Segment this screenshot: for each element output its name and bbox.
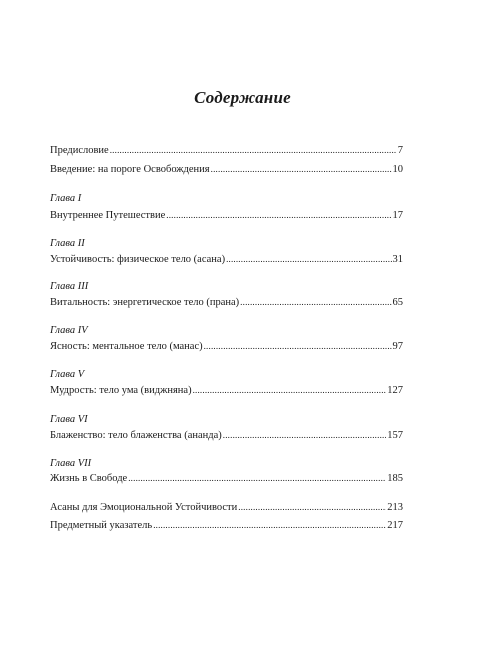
toc-entry-label: Жизнь в Свободе [50,473,128,484]
toc-entry-page: 10 [392,164,403,175]
toc-leader-dots [238,501,386,513]
toc-entry-page: 213 [387,502,403,513]
toc-entry-label: Витальность: энергетическое тело (прана) [50,297,240,308]
toc-leader-dots [226,253,391,265]
toc-entry-label: Устойчивость: физическое тело (асана) [50,254,226,265]
toc-entry-page: 185 [387,473,403,484]
toc-chapter-heading: Глава VI [50,414,88,425]
toc-leader-dots [128,472,386,484]
toc-entry-label: Введение: на пороге Освобождения [50,164,210,175]
toc-entry-page: 157 [387,430,403,441]
toc-leader-dots [110,144,397,156]
toc-leader-dots [193,384,387,396]
toc-entry-chapter-2 [50,253,403,266]
toc-chapter-heading: Глава II [50,238,85,249]
toc-entry-page: 97 [392,341,403,352]
toc-entry-page: 127 [387,385,403,396]
toc-chapter-heading: Глава I [50,193,82,204]
toc-entry-chapter-4 [50,340,403,353]
toc-entry-chapter-7 [50,472,403,485]
toc-entry-preface [50,144,403,157]
toc-entry-page: 31 [392,254,403,265]
toc-chapter-heading: Глава III [50,281,89,292]
toc-entry-label: Асаны для Эмоциональной Устойчивости [50,502,238,513]
toc-entry-label: Ясность: ментальное тело (манас) [50,341,203,352]
toc-entry-chapter-6 [50,429,403,442]
toc-entry-asanas [50,501,403,514]
toc-entry-chapter-3 [50,296,403,309]
toc-entry-page: 7 [397,145,403,156]
toc-leader-dots [211,163,392,175]
toc-entry-label: Внутреннее Путешествие [50,210,166,221]
toc-leader-dots [223,429,386,441]
toc-chapter-heading: Глава IV [50,325,88,336]
toc-chapter-heading: Глава VII [50,458,92,469]
toc-entry-label: Предметный указатель [50,520,153,531]
toc-chapter-heading: Глава V [50,369,85,380]
toc-leader-dots [153,519,386,531]
toc-entry-chapter-5 [50,384,403,397]
toc-entry-chapter-1 [50,209,403,222]
table-of-contents [50,0,403,658]
toc-leader-dots [166,209,391,221]
toc-entry-label: Предисловие [50,145,109,156]
page-title: Содержание [194,88,291,107]
toc-leader-dots [204,340,392,352]
toc-entry-label: Мудрость: тело ума (виджняна) [50,385,192,396]
toc-leader-dots [240,296,391,308]
toc-entry-index [50,519,403,532]
toc-entry-label: Блаженство: тело блаженства (ананда) [50,430,222,441]
toc-entry-page: 217 [387,520,403,531]
toc-entry-introduction [50,163,403,176]
toc-entry-page: 17 [392,210,403,221]
toc-entry-page: 65 [392,297,403,308]
